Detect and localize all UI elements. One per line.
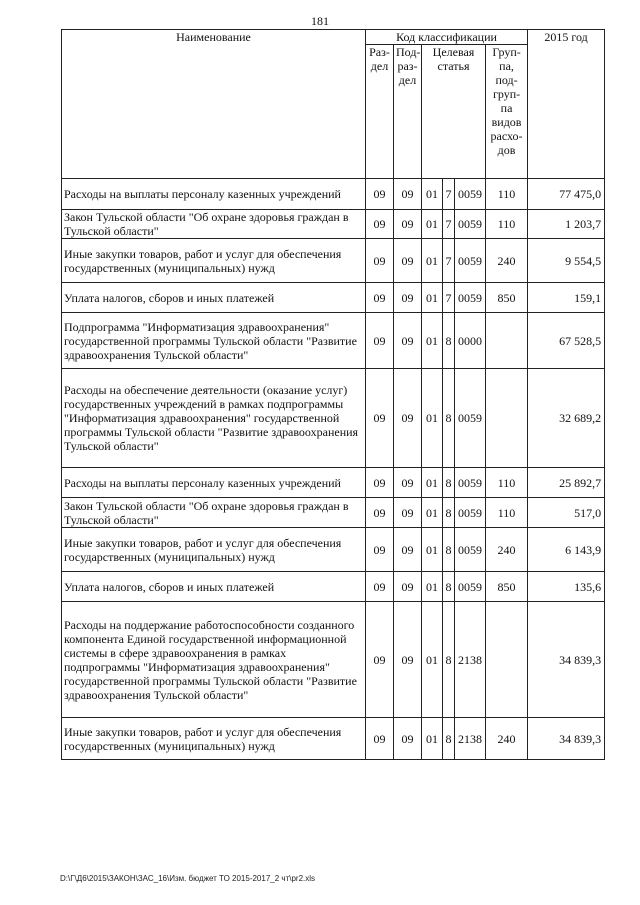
row-target-direction: 0059 xyxy=(455,210,486,239)
row-target-subprogram: 7 xyxy=(443,283,455,313)
row-razdel: 09 xyxy=(366,313,394,369)
row-target-subprogram: 8 xyxy=(443,718,455,760)
row-expense-type: 110 xyxy=(486,210,528,239)
row-target-direction: 2138 xyxy=(455,718,486,760)
header-year: 2015 год xyxy=(528,30,605,179)
page-number: 181 xyxy=(311,14,329,28)
table-row xyxy=(62,239,605,283)
row-name: Закон Тульской области "Об охране здоровья граждан в Тульской области" xyxy=(62,210,366,239)
row-name: Иные закупки товаров, работ и услуг для обеспечения государственных (муниципальных) нужд xyxy=(62,718,366,760)
row-amount-2015: 34 839,3 xyxy=(528,718,605,760)
row-podrazdel: 09 xyxy=(394,602,422,718)
table-row xyxy=(62,528,605,572)
row-amount-2015: 67 528,5 xyxy=(528,313,605,369)
row-target-program: 01 xyxy=(422,468,443,498)
row-amount-2015: 32 689,2 xyxy=(528,369,605,468)
row-name: Иные закупки товаров, работ и услуг для обеспечения государственных (муниципальных) нужд xyxy=(62,239,366,283)
row-target-program: 01 xyxy=(422,369,443,468)
row-target-subprogram: 7 xyxy=(443,239,455,283)
row-podrazdel: 09 xyxy=(394,179,422,210)
row-expense-type xyxy=(486,602,528,718)
table-row xyxy=(62,369,605,468)
row-amount-2015: 517,0 xyxy=(528,498,605,528)
row-target-subprogram: 7 xyxy=(443,179,455,210)
table-row xyxy=(62,602,605,718)
header-classification-code: Код классификации xyxy=(366,30,528,45)
file-path-footer: D:\Г\Д6\2015\ЗАКОН\ЗАС_16\Изм. бюджет ТО 2015-2017_2 чт\pr2.xls xyxy=(60,874,316,883)
row-podrazdel: 09 xyxy=(394,210,422,239)
row-name: Уплата налогов, сборов и иных платежей xyxy=(62,572,366,602)
row-name: Уплата налогов, сборов и иных платежей xyxy=(62,283,366,313)
row-target-direction: 0059 xyxy=(455,572,486,602)
row-target-program: 01 xyxy=(422,572,443,602)
row-target-program: 01 xyxy=(422,179,443,210)
row-target-subprogram: 8 xyxy=(443,313,455,369)
row-target-program: 01 xyxy=(422,528,443,572)
table-row xyxy=(62,313,605,369)
row-target-program: 01 xyxy=(422,313,443,369)
row-name: Иные закупки товаров, работ и услуг для обеспечения государственных (муниципальных) нужд xyxy=(62,528,366,572)
header-podrazdel: Под- раз- дел xyxy=(394,45,422,179)
row-amount-2015: 77 475,0 xyxy=(528,179,605,210)
row-target-program: 01 xyxy=(422,210,443,239)
row-razdel: 09 xyxy=(366,239,394,283)
table-row xyxy=(62,572,605,602)
header-target-article: Целевая статья xyxy=(422,45,486,179)
table-row xyxy=(62,498,605,528)
row-podrazdel: 09 xyxy=(394,369,422,468)
row-target-subprogram: 8 xyxy=(443,528,455,572)
row-name: Расходы на поддержание работоспособности созданного компонента Единой государственной информационной системы в сфере здравоохранения в рамках подпрограммы "Информатизация здравоохранения" государственной программы Тульской области "Развитие здравоохранения Тульской области" xyxy=(62,602,366,718)
row-amount-2015: 25 892,7 xyxy=(528,468,605,498)
row-target-subprogram: 8 xyxy=(443,602,455,718)
row-podrazdel: 09 xyxy=(394,572,422,602)
row-target-direction: 0000 xyxy=(455,313,486,369)
table-row xyxy=(62,179,605,210)
table-row xyxy=(62,210,605,239)
row-target-direction: 0059 xyxy=(455,528,486,572)
row-target-direction: 0059 xyxy=(455,468,486,498)
row-target-program: 01 xyxy=(422,602,443,718)
row-razdel: 09 xyxy=(366,572,394,602)
row-name: Подпрограмма "Информатизация здравоохранения" государственной программы Тульской области "Развитие здравоохранения Тульской области" xyxy=(62,313,366,369)
row-expense-type: 240 xyxy=(486,239,528,283)
row-podrazdel: 09 xyxy=(394,313,422,369)
row-podrazdel: 09 xyxy=(394,239,422,283)
row-razdel: 09 xyxy=(366,210,394,239)
table-row xyxy=(62,468,605,498)
row-razdel: 09 xyxy=(366,283,394,313)
row-name: Расходы на обеспечение деятельности (оказание услуг) государственных учреждений в рамках подпрограммы "Информатизация здравоохранения" государственной программы Тульской области "Развитие здравоохранения Тульской области" xyxy=(62,369,366,468)
row-podrazdel: 09 xyxy=(394,498,422,528)
row-target-direction: 0059 xyxy=(455,369,486,468)
header-razdel: Раз- дел xyxy=(366,45,394,179)
row-expense-type: 240 xyxy=(486,718,528,760)
header-name: Наименование xyxy=(62,30,366,179)
table-row xyxy=(62,718,605,760)
row-expense-type: 850 xyxy=(486,572,528,602)
row-razdel: 09 xyxy=(366,602,394,718)
row-name: Расходы на выплаты персоналу казенных учреждений xyxy=(62,468,366,498)
row-target-subprogram: 7 xyxy=(443,210,455,239)
row-target-subprogram: 8 xyxy=(443,468,455,498)
row-amount-2015: 6 143,9 xyxy=(528,528,605,572)
row-target-direction: 0059 xyxy=(455,498,486,528)
row-amount-2015: 159,1 xyxy=(528,283,605,313)
row-target-program: 01 xyxy=(422,718,443,760)
row-razdel: 09 xyxy=(366,179,394,210)
row-target-program: 01 xyxy=(422,498,443,528)
row-razdel: 09 xyxy=(366,528,394,572)
row-expense-type xyxy=(486,313,528,369)
row-expense-type xyxy=(486,369,528,468)
row-expense-type: 850 xyxy=(486,283,528,313)
row-razdel: 09 xyxy=(366,718,394,760)
row-razdel: 09 xyxy=(366,498,394,528)
row-target-direction: 0059 xyxy=(455,179,486,210)
row-target-direction: 2138 xyxy=(455,602,486,718)
budget-table xyxy=(61,29,605,760)
row-amount-2015: 9 554,5 xyxy=(528,239,605,283)
row-podrazdel: 09 xyxy=(394,283,422,313)
row-expense-type: 110 xyxy=(486,468,528,498)
row-razdel: 09 xyxy=(366,468,394,498)
row-expense-type: 110 xyxy=(486,498,528,528)
row-razdel: 09 xyxy=(366,369,394,468)
row-expense-type: 240 xyxy=(486,528,528,572)
row-amount-2015: 34 839,3 xyxy=(528,602,605,718)
row-target-direction: 0059 xyxy=(455,283,486,313)
row-target-subprogram: 8 xyxy=(443,572,455,602)
row-name: Закон Тульской области "Об охране здоровья граждан в Тульской области" xyxy=(62,498,366,528)
row-podrazdel: 09 xyxy=(394,528,422,572)
row-target-subprogram: 8 xyxy=(443,498,455,528)
row-podrazdel: 09 xyxy=(394,468,422,498)
row-amount-2015: 135,6 xyxy=(528,572,605,602)
row-target-program: 01 xyxy=(422,239,443,283)
row-target-program: 01 xyxy=(422,283,443,313)
row-name: Расходы на выплаты персоналу казенных учреждений xyxy=(62,179,366,210)
header-expense-group: Груп- па, под- груп- па видов расхо- дов xyxy=(486,45,528,179)
table-row xyxy=(62,283,605,313)
row-target-direction: 0059 xyxy=(455,239,486,283)
row-podrazdel: 09 xyxy=(394,718,422,760)
row-target-subprogram: 8 xyxy=(443,369,455,468)
row-expense-type: 110 xyxy=(486,179,528,210)
row-amount-2015: 1 203,7 xyxy=(528,210,605,239)
